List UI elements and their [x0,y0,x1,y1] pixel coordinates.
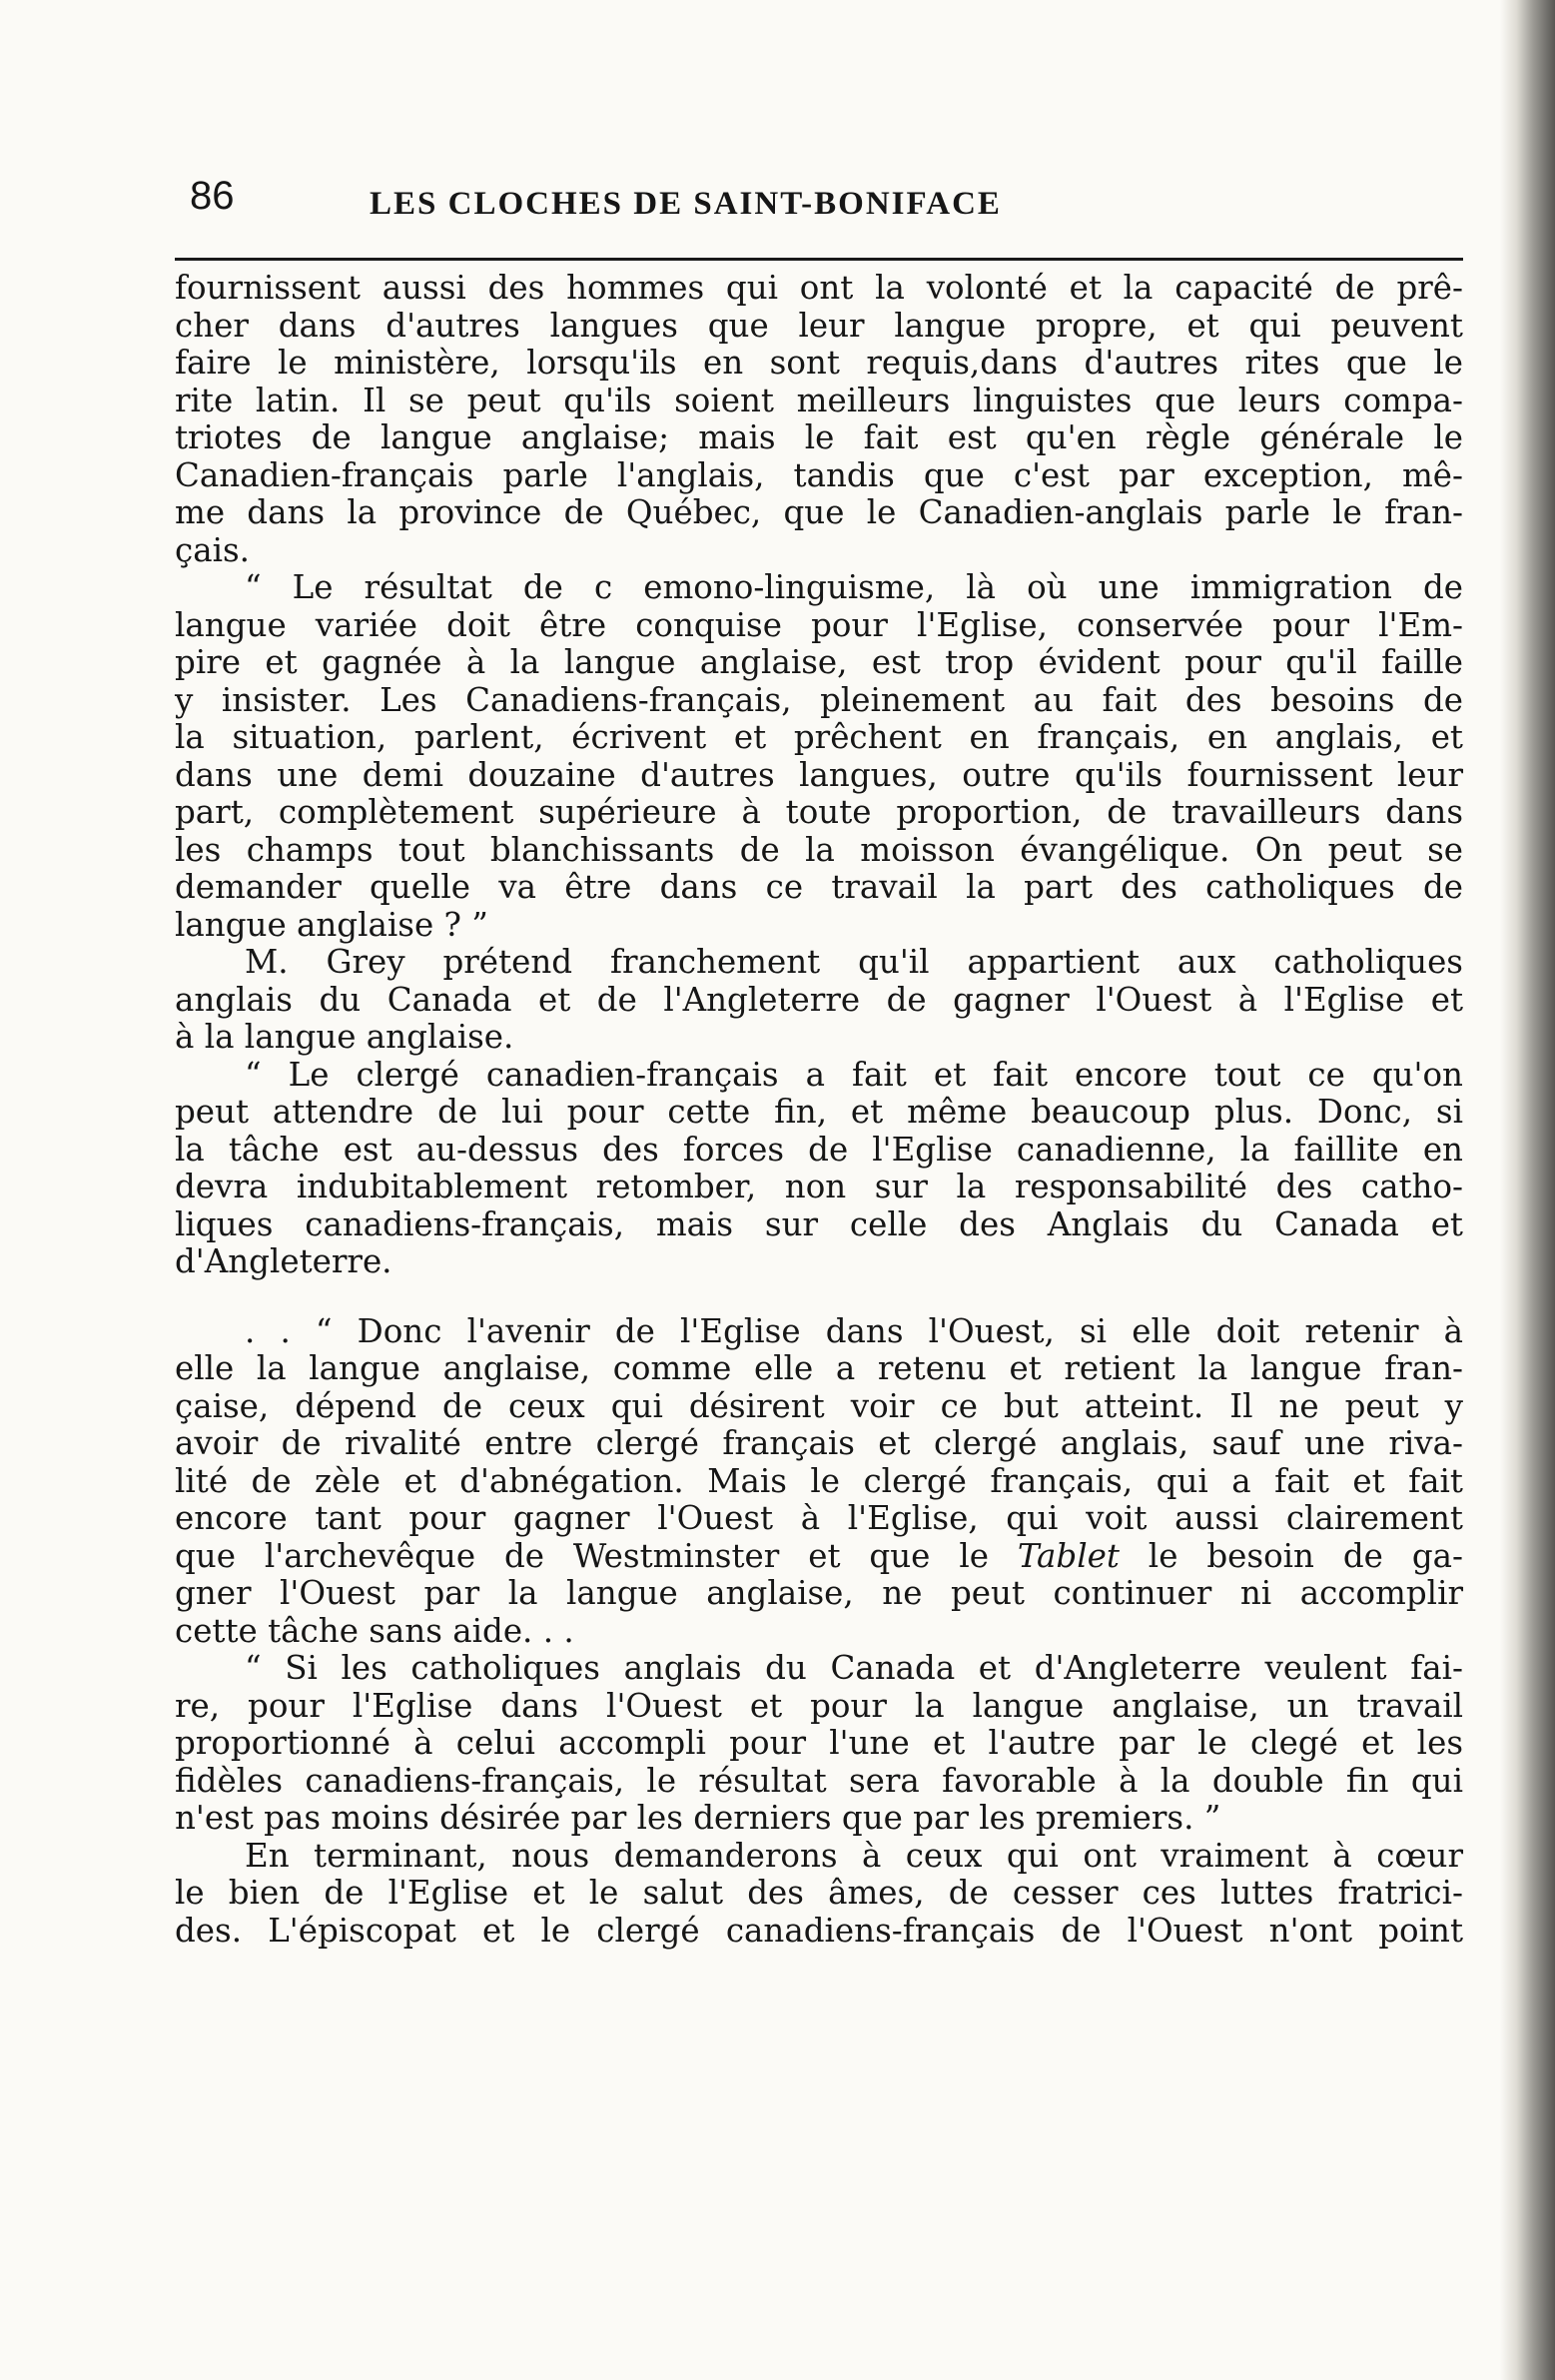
text-line: fournissent aussi des hommes qui ont la volonté et la capacité de prê- [175,269,1463,307]
text-line: devra indubitablement retomber, non sur la responsabilité des catho- [175,1168,1463,1205]
text-line: le bien de l'Eglise et le salut des âmes, de cesser ces luttes fratrici- [175,1874,1463,1912]
page-edge-shadow [1500,0,1555,2380]
text-line: dans une demi douzaine d'autres langues, outre qu'ils fournissent leur [175,755,1463,794]
text-line: triotes de langue anglaise; mais le fait est qu'en règle générale le [175,418,1463,456]
text-line: M. Grey prétend franchement qu'il appartient aux catholiques [245,943,1463,981]
text-line: la situation, parlent, écrivent et prêchent en français, en anglais, et [175,718,1463,756]
text-line: anglais du Canada et de l'Angleterre de gagner l'Ouest à l'Eglise et [175,980,1463,1019]
text-line: peut attendre de lui pour cette fin, et même beaucoup plus. Donc, si [175,1093,1463,1131]
text-line: langue anglaise ? ” [175,905,488,944]
text-line: part, complètement supérieure à toute proportion, de travailleurs dans [175,793,1463,831]
text-line: me dans la province de Québec, que le Canadien-anglais parle le fran- [175,493,1463,531]
text-line: les champs tout blanchissants de la moisson évangélique. On peut se [175,830,1463,869]
text-line: des. L'épiscopat et le clergé canadiens-français de l'Ouest n'ont point [175,1911,1463,1950]
text-line: lité de zèle et d'abnégation. Mais le clergé français, qui a fait et fait [175,1461,1463,1500]
text-line: proportionné à celui accompli pour l'une et l'autre par le clegé et les [175,1724,1463,1762]
text-line: çais. [175,530,250,569]
page-header [160,170,1468,230]
text-line: cher dans d'autres langues que leur langue propre, et qui peuvent [175,306,1463,345]
text-line: “ Si les catholiques anglais du Canada et d'Angleterre veulent fai- [245,1649,1463,1687]
text-line: En terminant, nous demanderons à ceux qui ont vraiment à cœur [245,1836,1463,1875]
text-line: que l'archevêque de Westminster et que le Tablet le besoin de ga- [175,1536,1463,1575]
text-line: elle la langue anglaise, comme elle a retenu et retient la langue fran- [175,1349,1463,1387]
text-line: n'est pas moins désirée par les derniers que par les premiers. ” [175,1799,1221,1837]
header-rule [175,258,1463,261]
text-line: pire et gagnée à la langue anglaise, est trop évident pour qu'il faille [175,643,1463,681]
page-number: 86 [190,174,235,218]
paragraph-gap [175,1281,1463,1313]
text-line: à la langue anglaise. [175,1018,514,1056]
text-line: fidèles canadiens-français, le résultat sera favorable à la double fin qui [175,1761,1463,1800]
italic-title: Tablet [1017,1536,1120,1575]
text-line: avoir de rivalité entre clergé français et clergé anglais, sauf une riva- [175,1424,1463,1462]
text-line: “ Le résultat de c emono-linguisme, là où une immigration de [245,568,1463,606]
text-line: gner l'Ouest par la langue anglaise, ne peut continuer ni accomplir [175,1574,1463,1612]
body-text [175,270,1463,1950]
text-line: y insister. Les Canadiens-français, pleinement au fait des besoins de [175,680,1463,719]
text-line: Canadien-français parle l'anglais, tandis que c'est par exception, mê- [175,455,1463,494]
text-line: langue variée doit être conquise pour l'Eglise, conservée pour l'Em- [175,605,1463,644]
text-line: d'Angleterre. [175,1242,392,1280]
text-line: . . “ Donc l'avenir de l'Eglise dans l'Ouest, si elle doit retenir à [245,1311,1463,1350]
text-line: la tâche est au-dessus des forces de l'Eglise canadienne, la faillite en [175,1130,1463,1169]
text-line: liques canadiens-français, mais sur celle des Anglais du Canada et [175,1204,1463,1243]
text-line: re, pour l'Eglise dans l'Ouest et pour la langue anglaise, un travail [175,1686,1463,1725]
text-line: cette tâche sans aide. . . [175,1611,574,1650]
text-line: “ Le clergé canadien-français a fait et fait encore tout ce qu'on [245,1055,1463,1094]
text-line: demander quelle va être dans ce travail la part des catholiques de [175,868,1463,906]
running-title: LES CLOCHES DE SAINT-BONIFACE [370,186,1002,222]
text-line: rite latin. Il se peut qu'ils soient meilleurs linguistes que leurs compa- [175,381,1463,419]
text-line: çaise, dépend de ceux qui désirent voir ce but atteint. Il ne peut y [175,1386,1463,1425]
text-line: faire le ministère, lorsqu'ils en sont requis,dans d'autres rites que le [175,344,1463,382]
text-line: encore tant pour gagner l'Ouest à l'Eglise, qui voit aussi clairement [175,1499,1463,1537]
